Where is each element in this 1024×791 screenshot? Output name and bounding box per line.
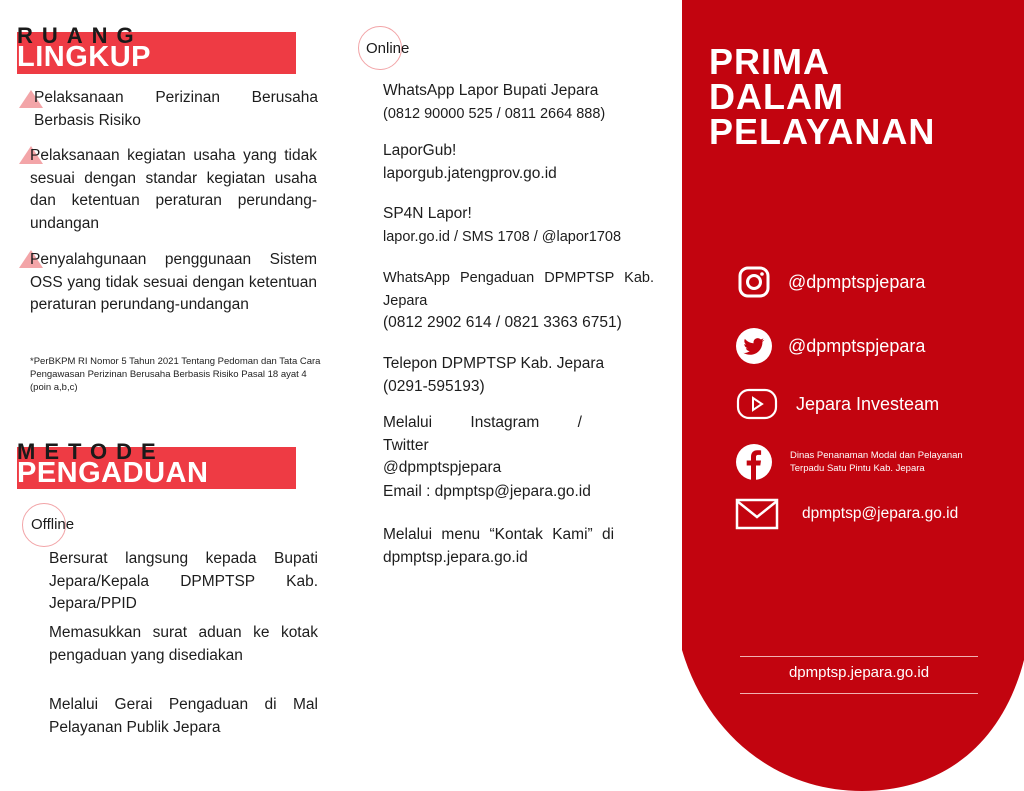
online-item-title: WhatsApp Lapor Bupati Jepara bbox=[383, 82, 599, 99]
scope-heading-top: RUANG bbox=[17, 23, 143, 48]
online-item-title: Melalui menu “Kontak Kami” di bbox=[383, 526, 615, 543]
online-item-website bbox=[383, 524, 654, 569]
social-facebook-page: Dinas Penanaman Modal dan Pelayanan Terpadu Satu Pintu Kab. Jepara bbox=[790, 450, 963, 474]
social-twitter-handle: @dpmptspjepara bbox=[788, 335, 926, 356]
online-item-detail: (0812 2902 614 / 0821 3363 6751) bbox=[383, 314, 622, 331]
scope-heading bbox=[17, 25, 151, 71]
panel-title-line-3: PELAYANAN bbox=[709, 111, 936, 152]
social-email[interactable] bbox=[734, 494, 958, 534]
online-item-social bbox=[383, 412, 654, 480]
online-item-title: LaporGub! bbox=[383, 142, 457, 159]
online-item-sp4n bbox=[383, 203, 654, 248]
online-item-detail: laporgub.jatengprov.go.id bbox=[383, 164, 557, 182]
mail-icon bbox=[734, 494, 780, 534]
regulation-footnote: *PerBKPM RI Nomor 5 Tahun 2021 Tentang Pedoman dan Tata Cara Pengawasan Perizinan Berusaha Berbasis Risiko Pasal 18 ayat 4 (poin a,b,c) bbox=[30, 356, 321, 393]
online-item-title: Melalui Instagram / Twitter bbox=[383, 414, 582, 454]
online-item-whatsapp-dpmptsp bbox=[383, 267, 654, 335]
scope-item-3: Penyalahgunaan penggunaan Sistem OSS yang tidak sesuai dengan ketentuan peraturan perundang-undangan bbox=[30, 251, 317, 313]
online-label: Online bbox=[366, 40, 410, 57]
website-link[interactable]: dpmptsp.jepara.go.id bbox=[788, 664, 930, 681]
panel-title-line-1: PRIMA bbox=[709, 41, 830, 82]
panel-title bbox=[709, 41, 936, 152]
twitter-icon bbox=[734, 326, 774, 366]
online-item-title: Telepon DPMPTSP Kab. Jepara bbox=[383, 355, 605, 372]
online-item-detail: @dpmptspjepara bbox=[383, 459, 502, 476]
social-instagram[interactable] bbox=[734, 262, 925, 302]
online-item-detail: (0291-595193) bbox=[383, 377, 485, 395]
online-item-detail: dpmptsp.jepara.go.id bbox=[383, 548, 528, 566]
youtube-icon bbox=[734, 384, 780, 424]
method-heading-top: METODE bbox=[17, 439, 165, 464]
divider-bottom bbox=[740, 693, 978, 694]
offline-item-1: Bersurat langsung kepada Bupati Jepara/Kepala DPMPTSP Kab. Jepara/PPID bbox=[49, 550, 318, 612]
social-facebook[interactable] bbox=[734, 442, 990, 482]
online-item-laporgub bbox=[383, 140, 654, 185]
divider-top bbox=[740, 656, 978, 657]
method-heading-main: PENGADUAN bbox=[17, 457, 209, 489]
brand-panel bbox=[682, 0, 1024, 791]
social-email-address: dpmptsp@jepara.go.id bbox=[802, 505, 959, 522]
social-youtube-channel: Jepara Investeam bbox=[796, 393, 940, 414]
facebook-icon bbox=[734, 442, 774, 482]
online-item-title: SP4N Lapor! bbox=[383, 205, 472, 222]
social-instagram-handle: @dpmptspjepara bbox=[788, 271, 926, 292]
offline-item-3: Melalui Gerai Pengaduan di Mal Pelayanan Publik Jepara bbox=[49, 696, 318, 736]
scope-heading-main: LINGKUP bbox=[17, 41, 151, 73]
social-twitter[interactable] bbox=[734, 326, 925, 366]
scope-item-1: Pelaksanaan Perizinan Berusaha Berbasis Risiko bbox=[34, 89, 318, 129]
online-item-detail: (0812 90000 525 / 0811 2664 888) bbox=[383, 105, 606, 122]
online-item-title-row bbox=[383, 412, 654, 457]
offline-item-2: Memasukkan surat aduan ke kotak pengaduan yang disediakan bbox=[49, 624, 318, 664]
online-item-detail: lapor.go.id / SMS 1708 / @lapor1708 bbox=[383, 228, 622, 245]
panel-title-line-2: DALAM bbox=[709, 76, 844, 117]
online-item-whatsapp-bupati bbox=[383, 80, 654, 125]
online-item-email bbox=[383, 481, 654, 504]
instagram-icon bbox=[734, 262, 774, 302]
online-item-title: Email : dpmptsp@jepara.go.id bbox=[383, 483, 591, 500]
social-youtube[interactable] bbox=[734, 384, 939, 424]
offline-label: Offline bbox=[31, 516, 75, 533]
online-item-title: WhatsApp Pengaduan DPMPTSP Kab. Jepara bbox=[383, 270, 654, 309]
method-heading bbox=[17, 441, 208, 487]
scope-item-2: Pelaksanaan kegiatan usaha yang tidak sesuai dengan standar kegiatan usaha dan ketentuan peraturan perundang-undangan bbox=[30, 147, 317, 232]
online-item-telepon bbox=[383, 353, 654, 398]
